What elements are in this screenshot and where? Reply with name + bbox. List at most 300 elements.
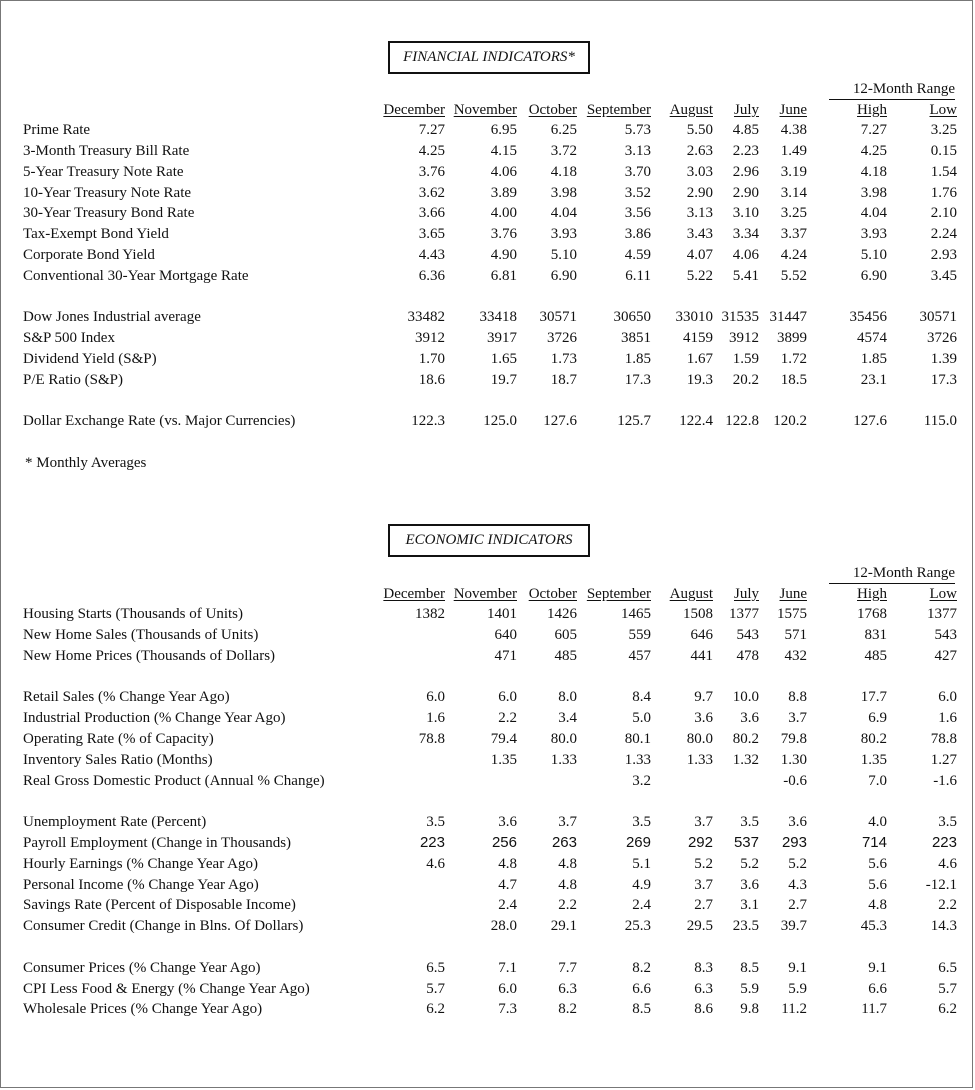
value-cell: 5.52 <box>780 267 807 284</box>
value-cell <box>375 770 445 791</box>
value-cell: 8.5 <box>632 1001 651 1018</box>
value-cell: 4.24 <box>780 246 807 263</box>
value-cell: 3.93 <box>550 226 577 243</box>
value-cell: 3.6 <box>740 876 759 893</box>
value-cell: 4.90 <box>490 246 517 263</box>
value-cell: 3.70 <box>624 163 651 180</box>
value-cell: 7.27 <box>860 122 887 139</box>
value-cell <box>651 770 713 791</box>
column-header-label: Low <box>929 585 957 602</box>
value-cell: 1.65 <box>490 350 517 367</box>
value-cell: 6.95 <box>490 122 517 139</box>
value-cell: 4.7 <box>498 876 517 893</box>
column-header <box>445 99 517 120</box>
value-cell: 2.90 <box>686 184 713 201</box>
value-cell: 269 <box>625 833 651 851</box>
value-cell: 18.7 <box>550 371 577 388</box>
value-cell: 4.8 <box>558 876 577 893</box>
column-header <box>713 583 759 604</box>
table-row <box>23 625 957 646</box>
column-header <box>375 99 445 120</box>
value-cell: 4.85 <box>732 122 759 139</box>
header-blank <box>23 583 375 604</box>
value-cell: 80.0 <box>550 730 577 747</box>
value-cell: 1.85 <box>624 350 651 367</box>
value-cell <box>375 645 445 666</box>
column-header-label: November <box>453 585 517 602</box>
value-cell: 20.2 <box>732 371 759 388</box>
value-cell: 8.6 <box>694 1001 713 1018</box>
value-cell: 4.15 <box>490 142 517 159</box>
value-cell: 2.23 <box>732 142 759 159</box>
value-cell: 2.2 <box>558 897 577 914</box>
table-row <box>23 349 957 370</box>
value-cell: 78.8 <box>930 730 957 747</box>
value-cell: 3.89 <box>490 184 517 201</box>
value-cell: 7.7 <box>558 959 577 976</box>
value-cell: 537 <box>733 833 759 851</box>
value-cell: 1377 <box>729 606 759 623</box>
table-row <box>23 749 957 770</box>
value-cell: 3.25 <box>930 122 957 139</box>
column-header <box>759 99 807 120</box>
value-cell: 223 <box>931 833 957 851</box>
value-cell: 6.81 <box>490 267 517 284</box>
value-cell: 3.5 <box>740 814 759 831</box>
value-cell: 2.2 <box>938 897 957 914</box>
value-cell: 4.25 <box>860 142 887 159</box>
table-row <box>23 874 957 895</box>
value-cell: 571 <box>784 626 807 643</box>
value-cell: 6.0 <box>498 980 517 997</box>
value-cell: 1.85 <box>860 350 887 367</box>
column-header <box>445 583 517 604</box>
row-label: Wholesale Prices (% Change Year Ago) <box>23 1001 263 1018</box>
row-label: 10-Year Treasury Note Rate <box>23 184 192 201</box>
financial-title: FINANCIAL INDICATORS* <box>388 41 590 74</box>
value-cell: 2.7 <box>694 897 713 914</box>
value-cell: 4.59 <box>624 246 651 263</box>
header-blank <box>23 99 375 120</box>
value-cell: 1426 <box>547 606 577 623</box>
value-cell: 2.24 <box>930 226 957 243</box>
value-cell: 6.5 <box>938 959 957 976</box>
value-cell: 3.25 <box>780 205 807 222</box>
value-cell: 3.93 <box>860 226 887 243</box>
value-cell: 1.35 <box>490 751 517 768</box>
value-cell: 9.8 <box>740 1001 759 1018</box>
table-row <box>23 812 957 833</box>
value-cell: 4159 <box>683 330 713 347</box>
column-header <box>375 583 445 604</box>
row-label: Housing Starts (Thousands of Units) <box>23 606 243 623</box>
table-row <box>23 604 957 625</box>
column-header-label: July <box>733 101 759 118</box>
value-cell <box>375 916 445 937</box>
value-cell: 28.0 <box>490 918 517 935</box>
economic-range-header: 12-Month Range <box>829 563 955 584</box>
value-cell: 1508 <box>683 606 713 623</box>
value-cell: 3.45 <box>930 267 957 284</box>
value-cell: 31447 <box>769 309 807 326</box>
value-cell: 3.2 <box>632 772 651 789</box>
table-row <box>23 833 957 854</box>
value-cell: 5.10 <box>550 246 577 263</box>
value-cell: 4.3 <box>788 876 807 893</box>
table-row <box>23 161 957 182</box>
value-cell: 432 <box>784 647 807 664</box>
value-cell: 80.0 <box>686 730 713 747</box>
value-cell: 485 <box>864 647 887 664</box>
value-cell: 3.10 <box>732 205 759 222</box>
value-cell: 1465 <box>621 606 651 623</box>
value-cell: 80.2 <box>732 730 759 747</box>
value-cell: 6.9 <box>868 710 887 727</box>
value-cell: 5.9 <box>788 980 807 997</box>
value-cell: 3.86 <box>624 226 651 243</box>
table-row <box>23 369 957 390</box>
value-cell: 3.7 <box>558 814 577 831</box>
value-cell: 831 <box>864 626 887 643</box>
value-cell: 115.0 <box>923 413 957 430</box>
value-cell: 2.7 <box>788 897 807 914</box>
column-header <box>807 99 887 120</box>
value-cell: 485 <box>554 647 577 664</box>
table-row <box>23 687 957 708</box>
group-spacer <box>23 286 957 307</box>
value-cell: 3.65 <box>418 226 445 243</box>
row-label: 3-Month Treasury Bill Rate <box>23 142 190 159</box>
value-cell: 1.67 <box>686 350 713 367</box>
value-cell: 7.1 <box>498 959 517 976</box>
value-cell: 3.76 <box>418 163 445 180</box>
row-label: Unemployment Rate (Percent) <box>23 814 207 831</box>
value-cell: 6.2 <box>426 1001 445 1018</box>
row-label: Savings Rate (Percent of Disposable Income) <box>23 897 296 914</box>
value-cell: 3.34 <box>732 226 759 243</box>
value-cell: 6.6 <box>632 980 651 997</box>
value-cell: 45.3 <box>860 918 887 935</box>
value-cell: 23.5 <box>732 918 759 935</box>
column-header-label: October <box>528 101 577 118</box>
row-label: CPI Less Food & Energy (% Change Year Ago) <box>23 980 310 997</box>
value-cell: 17.3 <box>930 371 957 388</box>
value-cell: 1.27 <box>930 751 957 768</box>
table-row <box>23 729 957 750</box>
value-cell: 33010 <box>675 309 713 326</box>
value-cell: 1.72 <box>780 350 807 367</box>
table-row <box>23 895 957 916</box>
table-row <box>23 978 957 999</box>
value-cell: 3.5 <box>938 814 957 831</box>
value-cell: 3.19 <box>780 163 807 180</box>
value-cell: 17.7 <box>860 689 887 706</box>
value-cell: 4574 <box>857 330 887 347</box>
column-header <box>651 583 713 604</box>
value-cell: 3899 <box>777 330 807 347</box>
row-label: Personal Income (% Change Year Ago) <box>23 876 259 893</box>
column-header <box>807 583 887 604</box>
table-row <box>23 957 957 978</box>
value-cell: 0.15 <box>930 142 957 159</box>
column-header-label: September <box>586 585 651 602</box>
column-header-label: September <box>586 101 651 118</box>
value-cell: 3726 <box>547 330 577 347</box>
value-cell: 39.7 <box>780 918 807 935</box>
value-cell: 3.76 <box>490 226 517 243</box>
column-header <box>713 99 759 120</box>
value-cell: 79.8 <box>780 730 807 747</box>
value-cell: 23.1 <box>860 371 887 388</box>
value-cell: 5.7 <box>938 980 957 997</box>
value-cell: 3912 <box>729 330 759 347</box>
value-cell: 5.9 <box>740 980 759 997</box>
table-row <box>23 853 957 874</box>
table-row <box>23 307 957 328</box>
value-cell: 6.90 <box>860 267 887 284</box>
value-cell: 3912 <box>415 330 445 347</box>
row-label: Industrial Production (% Change Year Ago) <box>23 710 286 727</box>
value-cell <box>445 770 517 791</box>
value-cell: 1.33 <box>686 751 713 768</box>
value-cell: 30650 <box>613 309 651 326</box>
value-cell: 5.22 <box>686 267 713 284</box>
value-cell: 2.4 <box>498 897 517 914</box>
value-cell: 3.52 <box>624 184 651 201</box>
value-cell: 9.7 <box>694 689 713 706</box>
value-cell: 122.8 <box>725 413 759 430</box>
value-cell: 4.04 <box>860 205 887 222</box>
value-cell: 2.93 <box>930 246 957 263</box>
value-cell: 2.10 <box>930 205 957 222</box>
value-cell: 6.0 <box>938 689 957 706</box>
value-cell: 80.2 <box>860 730 887 747</box>
table-row <box>23 708 957 729</box>
value-cell: 4.18 <box>550 163 577 180</box>
value-cell: 4.06 <box>490 163 517 180</box>
group-spacer <box>23 390 957 411</box>
value-cell: 1.76 <box>930 184 957 201</box>
value-cell: 3851 <box>621 330 651 347</box>
row-label: Dividend Yield (S&P) <box>23 350 157 367</box>
value-cell: 120.2 <box>773 413 807 430</box>
value-cell: 543 <box>934 626 957 643</box>
value-cell <box>375 625 445 646</box>
row-label: 5-Year Treasury Note Rate <box>23 163 184 180</box>
value-cell: 1.35 <box>860 751 887 768</box>
value-cell: 3.56 <box>624 205 651 222</box>
value-cell: 3.5 <box>632 814 651 831</box>
value-cell: 1.70 <box>418 350 445 367</box>
row-label: Operating Rate (% of Capacity) <box>23 730 214 747</box>
value-cell: 31535 <box>721 309 759 326</box>
column-header-label: High <box>857 585 887 602</box>
value-cell: 478 <box>736 647 759 664</box>
value-cell: 5.1 <box>632 855 651 872</box>
value-cell: 5.2 <box>694 855 713 872</box>
value-cell: 11.2 <box>781 1001 807 1018</box>
value-cell: 3.66 <box>418 205 445 222</box>
value-cell: 5.41 <box>732 267 759 284</box>
spacer-cell <box>23 937 957 958</box>
value-cell: 19.3 <box>686 371 713 388</box>
value-cell: -1.6 <box>933 772 957 789</box>
column-header <box>887 99 957 120</box>
value-cell: 3.98 <box>550 184 577 201</box>
value-cell: 1377 <box>927 606 957 623</box>
column-header <box>651 99 713 120</box>
column-header <box>887 583 957 604</box>
table-row <box>23 120 957 141</box>
value-cell: 3.03 <box>686 163 713 180</box>
group-spacer <box>23 791 957 812</box>
value-cell: 6.25 <box>550 122 577 139</box>
row-label: Dollar Exchange Rate (vs. Major Currencies) <box>23 413 296 430</box>
value-cell: 543 <box>736 626 759 643</box>
value-cell: 3.43 <box>686 226 713 243</box>
value-cell: 605 <box>554 626 577 643</box>
value-cell: 1.32 <box>732 751 759 768</box>
value-cell: 6.11 <box>625 267 651 284</box>
value-cell: 6.5 <box>426 959 445 976</box>
row-label: Real Gross Domestic Product (Annual % Change) <box>23 772 325 789</box>
value-cell: 127.6 <box>853 413 887 430</box>
value-cell: 3.72 <box>550 142 577 159</box>
value-cell: 3.5 <box>426 814 445 831</box>
value-cell <box>375 874 445 895</box>
value-cell <box>713 770 759 791</box>
value-cell <box>517 770 577 791</box>
value-cell: 5.73 <box>624 122 651 139</box>
value-cell: 4.25 <box>418 142 445 159</box>
value-cell: 8.3 <box>694 959 713 976</box>
value-cell: 19.7 <box>490 371 517 388</box>
value-cell: 4.0 <box>868 814 887 831</box>
value-cell: 3.6 <box>788 814 807 831</box>
value-cell: 5.2 <box>788 855 807 872</box>
spacer-cell <box>23 791 957 812</box>
value-cell: 640 <box>494 626 517 643</box>
value-cell: 4.06 <box>732 246 759 263</box>
spacer-cell <box>23 390 957 411</box>
value-cell: 80.1 <box>624 730 651 747</box>
value-cell: 457 <box>628 647 651 664</box>
row-label: Dow Jones Industrial average <box>23 309 201 326</box>
column-header-label: Low <box>929 101 957 118</box>
value-cell: 5.7 <box>426 980 445 997</box>
row-label: Retail Sales (% Change Year Ago) <box>23 689 230 706</box>
value-cell: 4.6 <box>938 855 957 872</box>
value-cell: 3917 <box>487 330 517 347</box>
value-cell: 8.4 <box>632 689 651 706</box>
group-spacer <box>23 666 957 687</box>
column-header-label: July <box>733 585 759 602</box>
row-label: New Home Sales (Thousands of Units) <box>23 626 259 643</box>
value-cell: 1382 <box>415 606 445 623</box>
row-label: New Home Prices (Thousands of Dollars) <box>23 647 276 664</box>
value-cell: 6.6 <box>868 980 887 997</box>
value-cell: 4.00 <box>490 205 517 222</box>
row-label: S&P 500 Index <box>23 330 115 347</box>
value-cell: 3.1 <box>740 897 759 914</box>
value-cell: 293 <box>781 833 807 851</box>
value-cell: 9.1 <box>868 959 887 976</box>
row-label: Conventional 30-Year Mortgage Rate <box>23 267 249 284</box>
value-cell: 1.73 <box>550 350 577 367</box>
row-label: 30-Year Treasury Bond Rate <box>23 205 195 222</box>
value-cell: 3.4 <box>558 710 577 727</box>
value-cell: 559 <box>628 626 651 643</box>
value-cell: 125.0 <box>483 413 517 430</box>
column-header-label: November <box>453 101 517 118</box>
value-cell: 7.3 <box>498 1001 517 1018</box>
value-cell: 3.7 <box>694 814 713 831</box>
column-header <box>517 583 577 604</box>
value-cell: 18.6 <box>418 371 445 388</box>
table-row <box>23 770 957 791</box>
value-cell: 263 <box>551 833 577 851</box>
value-cell: 5.0 <box>632 710 651 727</box>
table-row <box>23 328 957 349</box>
value-cell: 1401 <box>487 606 517 623</box>
row-label: Consumer Credit (Change in Blns. Of Dollars) <box>23 918 304 935</box>
value-cell: 25.3 <box>624 918 651 935</box>
value-cell: 2.90 <box>732 184 759 201</box>
value-cell: 4.8 <box>498 855 517 872</box>
value-cell: 2.96 <box>732 163 759 180</box>
value-cell: 7.27 <box>418 122 445 139</box>
value-cell: 3.62 <box>418 184 445 201</box>
row-label: Corporate Bond Yield <box>23 246 155 263</box>
column-header-label: December <box>383 585 445 602</box>
value-cell: 8.2 <box>558 1001 577 1018</box>
value-cell: 4.07 <box>686 246 713 263</box>
table-row <box>23 224 957 245</box>
value-cell: 3.14 <box>780 184 807 201</box>
financial-range-header: 12-Month Range <box>829 79 955 100</box>
value-cell: 2.4 <box>632 897 651 914</box>
value-cell: 3.6 <box>498 814 517 831</box>
value-cell: 6.3 <box>694 980 713 997</box>
row-label: Hourly Earnings (% Change Year Ago) <box>23 855 258 872</box>
group-spacer <box>23 937 957 958</box>
value-cell: 127.6 <box>543 413 577 430</box>
value-cell: 646 <box>690 626 713 643</box>
value-cell: 4.6 <box>426 855 445 872</box>
value-cell: 17.3 <box>624 371 651 388</box>
financial-footnote: * Monthly Averages <box>25 455 147 471</box>
value-cell: -12.1 <box>925 876 957 893</box>
table-row <box>23 999 957 1020</box>
column-header-row <box>23 99 957 120</box>
table-row <box>23 916 957 937</box>
value-cell: 1.33 <box>624 751 651 768</box>
value-cell: 3.13 <box>624 142 651 159</box>
value-cell: 1.6 <box>938 710 957 727</box>
table-row <box>23 245 957 266</box>
value-cell: 3.7 <box>694 876 713 893</box>
value-cell: 5.6 <box>868 876 887 893</box>
row-label: Consumer Prices (% Change Year Ago) <box>23 959 261 976</box>
column-header <box>517 99 577 120</box>
value-cell: 11.7 <box>861 1001 887 1018</box>
value-cell <box>375 749 445 770</box>
value-cell: 1575 <box>777 606 807 623</box>
value-cell <box>375 895 445 916</box>
value-cell: 4.9 <box>632 876 651 893</box>
value-cell: 35456 <box>849 309 887 326</box>
value-cell: 6.36 <box>418 267 445 284</box>
